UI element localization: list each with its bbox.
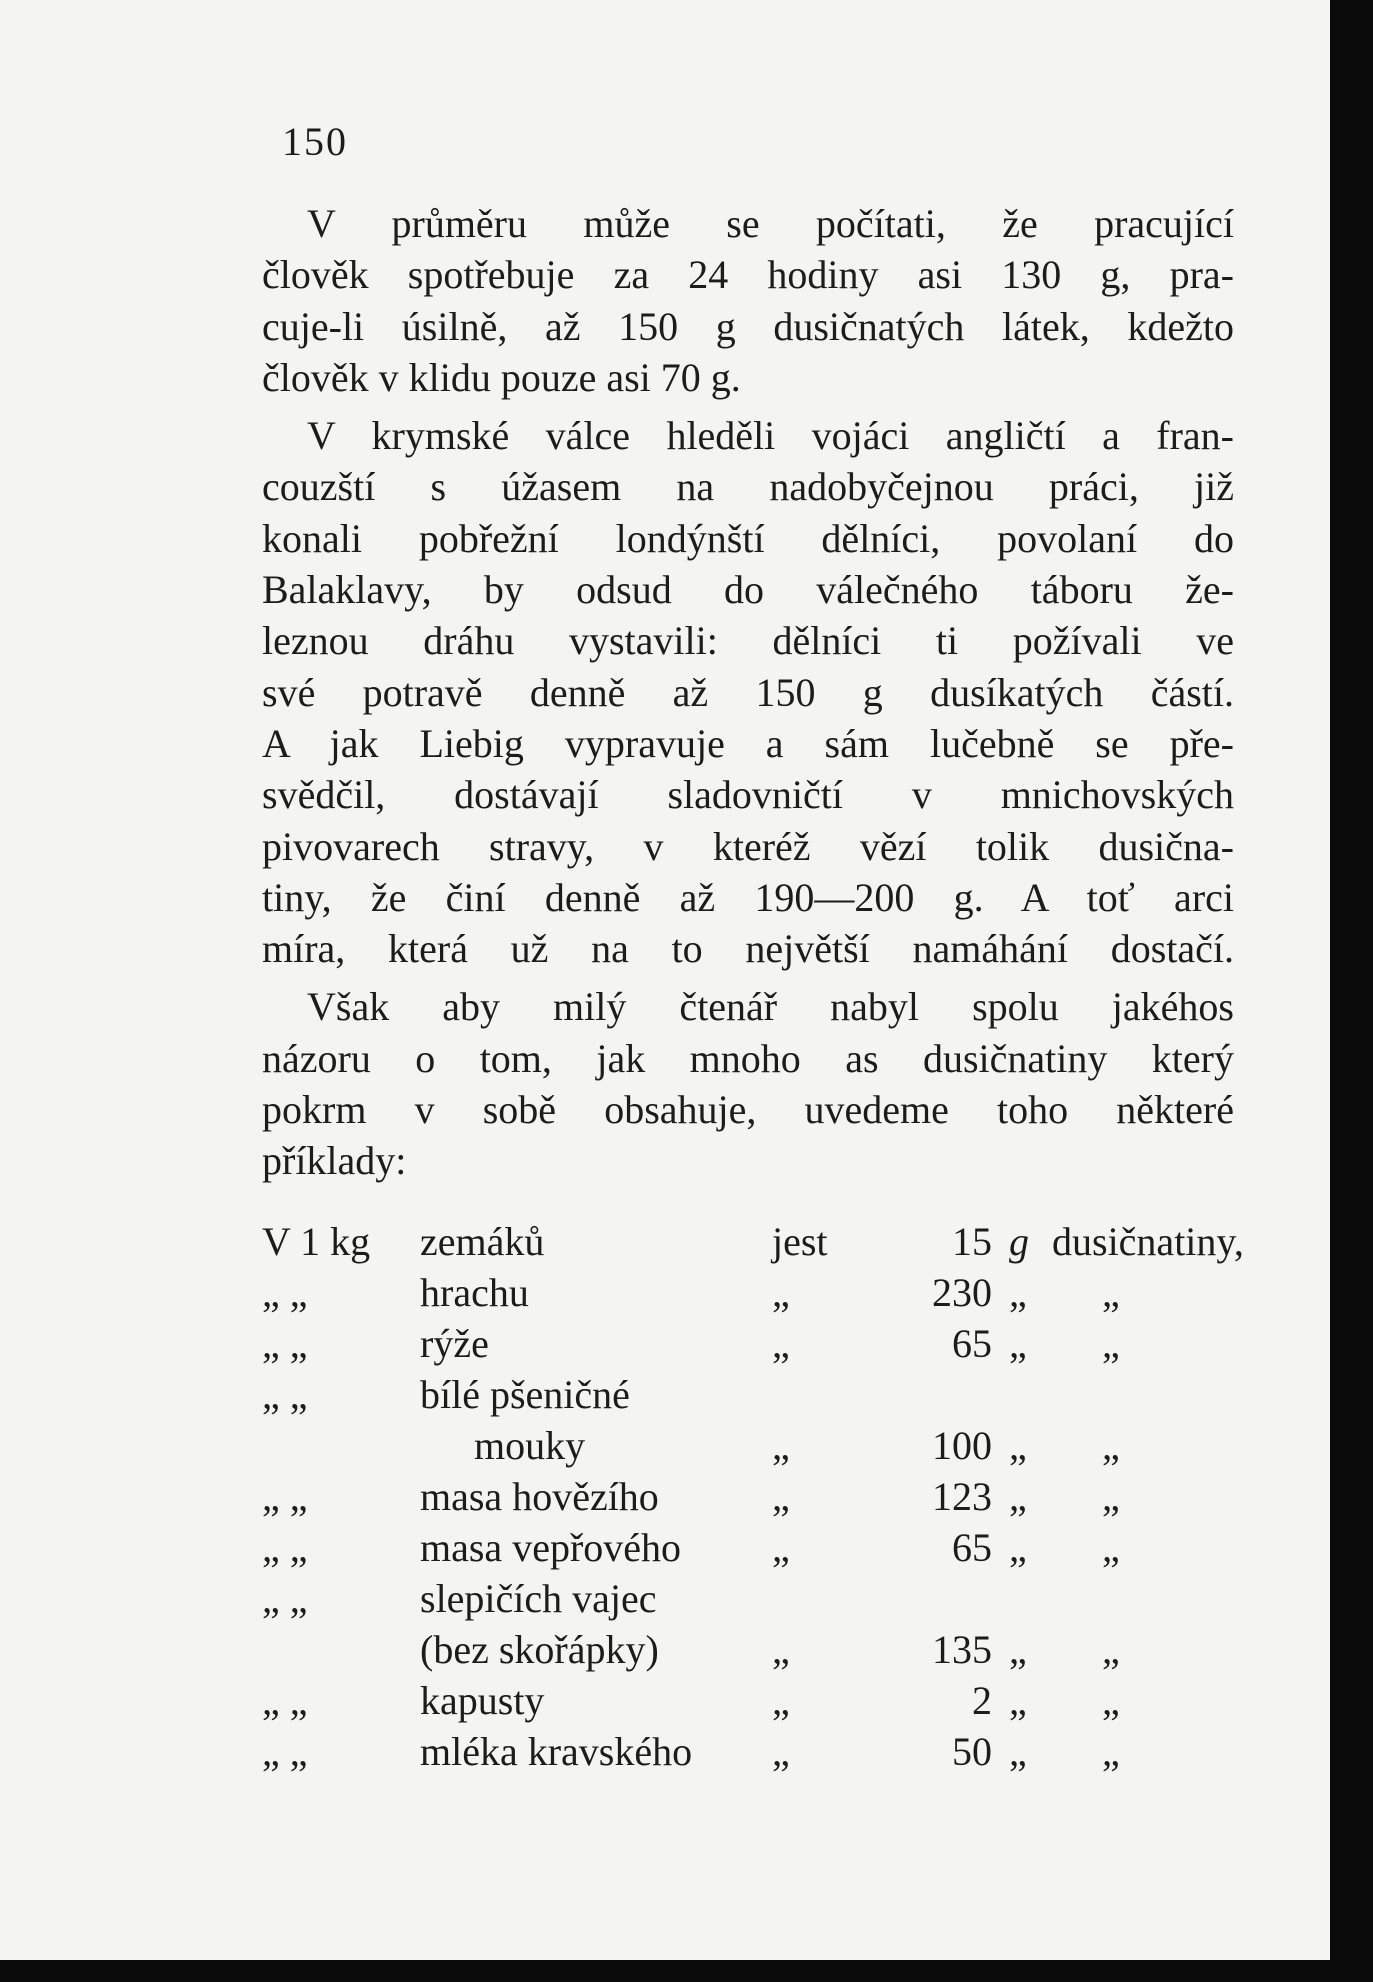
row-prefix: „ „ [262,1729,308,1774]
text-line: tiny, že činí denně až 190—200 g. A toť arci [262,874,1234,920]
substance-cell: „ [1102,1474,1120,1519]
verb-cell: „ [772,1678,790,1723]
text-line: V krymské válce hleděli vojáci angličtí a fran- [307,413,1234,459]
row-prefix: „ „ [262,1576,308,1621]
table-row [262,1473,1262,1524]
substance-cell: „ [1102,1729,1120,1774]
unit-cell: „ [1009,1270,1027,1315]
unit-cell: „ [1009,1729,1027,1774]
substance-cell: „ [1102,1270,1120,1315]
verb-cell: „ [772,1729,790,1774]
nitrogen-value: 65 [952,1321,992,1366]
substance-cell: „ [1102,1525,1120,1570]
nitrogen-value: 100 [932,1423,992,1468]
text-line: pivovarech stravy, v kteréž vězí tolik dusična- [262,823,1234,869]
paragraph [262,198,1234,403]
text-line: Však aby milý čtenář nabyl spolu jakéhos [307,984,1234,1030]
food-item: (bez skořápky) [420,1627,659,1672]
text-line: svědčil, dostávají sladovničtí v mnichovských [262,772,1234,818]
food-item: kapusty [420,1678,545,1723]
text-line: A jak Liebig vypravuje a sám lučebně se pře- [262,720,1234,766]
verb-cell: „ [772,1627,790,1672]
table-row [262,1371,1262,1422]
text-line: člověk spotřebuje za 24 hodiny asi 130 g, pra- [262,252,1234,298]
table-row [262,1728,1262,1779]
food-item: mléka kravského [420,1729,693,1774]
food-item: masa vepřového [420,1525,682,1570]
verb-cell: „ [772,1321,790,1366]
verb-cell: „ [772,1423,790,1468]
unit-cell: „ [1009,1525,1027,1570]
substance-cell: „ [1102,1321,1120,1366]
row-prefix: „ „ [262,1270,308,1315]
food-item: slepičích vajec [420,1576,657,1621]
row-prefix: V 1 kg [262,1219,371,1264]
unit-cell: g [1009,1219,1029,1264]
substance-cell: „ [1102,1678,1120,1723]
table-row [262,1677,1262,1728]
text-line: konali pobřežní londýnští dělníci, povolaní do [262,515,1234,561]
text-line: couzští s úžasem na nadobyčejnou práci, již [262,464,1234,510]
verb-cell: „ [772,1270,790,1315]
nitrogen-value: 2 [972,1678,992,1723]
page-number: 150 [282,119,348,164]
text-line: pokrm v sobě obsahuje, uvedeme toho některé [262,1087,1234,1133]
verb-cell: jest [772,1219,828,1264]
text-line: leznou dráhu vystavili: dělníci ti požívali ve [262,618,1234,664]
nitrogen-value: 230 [932,1270,992,1315]
verb-cell: „ [772,1525,790,1570]
unit-cell: „ [1009,1474,1027,1519]
substance-cell: „ [1102,1423,1120,1468]
table-row [262,1626,1262,1677]
food-item: zemáků [420,1219,545,1264]
table-row [262,1422,1262,1473]
table-row [262,1575,1262,1626]
text-line: člověk v klidu pouze asi 70 g. [262,354,741,400]
text-line: míra, která už na to největší namáhání dostačí. [262,926,1234,972]
table-row [262,1269,1262,1320]
text-line: příklady: [262,1138,407,1184]
text-line: své potravě denně až 150 g dusíkatých částí. [262,669,1234,715]
body-text [262,198,1234,1194]
food-item: masa hovězího [420,1474,659,1519]
text-line: názoru o tom, jak mnoho as dusičnatiny který [262,1035,1234,1081]
nitrogen-value: 65 [952,1525,992,1570]
substance-cell: dusičnatiny, [1052,1219,1244,1264]
row-prefix: „ „ [262,1678,308,1723]
table-row [262,1218,1262,1269]
nitrogen-value: 135 [932,1627,992,1672]
food-item: bílé pšeničné [420,1372,630,1417]
row-prefix: „ „ [262,1474,308,1519]
text-line: V průměru může se počítati, že pracující [307,201,1234,246]
food-item: rýže [420,1321,489,1366]
text-line: Balaklavy, by odsud do válečného táboru že- [262,567,1234,613]
paragraph [262,981,1234,1186]
unit-cell: „ [1009,1627,1027,1672]
nitrogen-value: 123 [932,1474,992,1519]
row-prefix: „ „ [262,1525,308,1570]
nitrogen-content-table [262,1218,1262,1779]
row-prefix: „ „ [262,1321,308,1366]
unit-cell: „ [1009,1321,1027,1366]
text-line: cuje-li úsilně, až 150 g dusičnatých látek, kdežto [262,303,1234,349]
verb-cell: „ [772,1474,790,1519]
table-row [262,1524,1262,1575]
substance-cell: „ [1102,1627,1120,1672]
food-item: hrachu [420,1270,529,1315]
food-item: mouky [474,1423,586,1468]
row-prefix: „ „ [262,1372,308,1417]
paragraph [262,410,1234,974]
nitrogen-value: 50 [952,1729,992,1774]
table-row [262,1320,1262,1371]
nitrogen-value: 15 [952,1219,992,1264]
unit-cell: „ [1009,1423,1027,1468]
unit-cell: „ [1009,1678,1027,1723]
